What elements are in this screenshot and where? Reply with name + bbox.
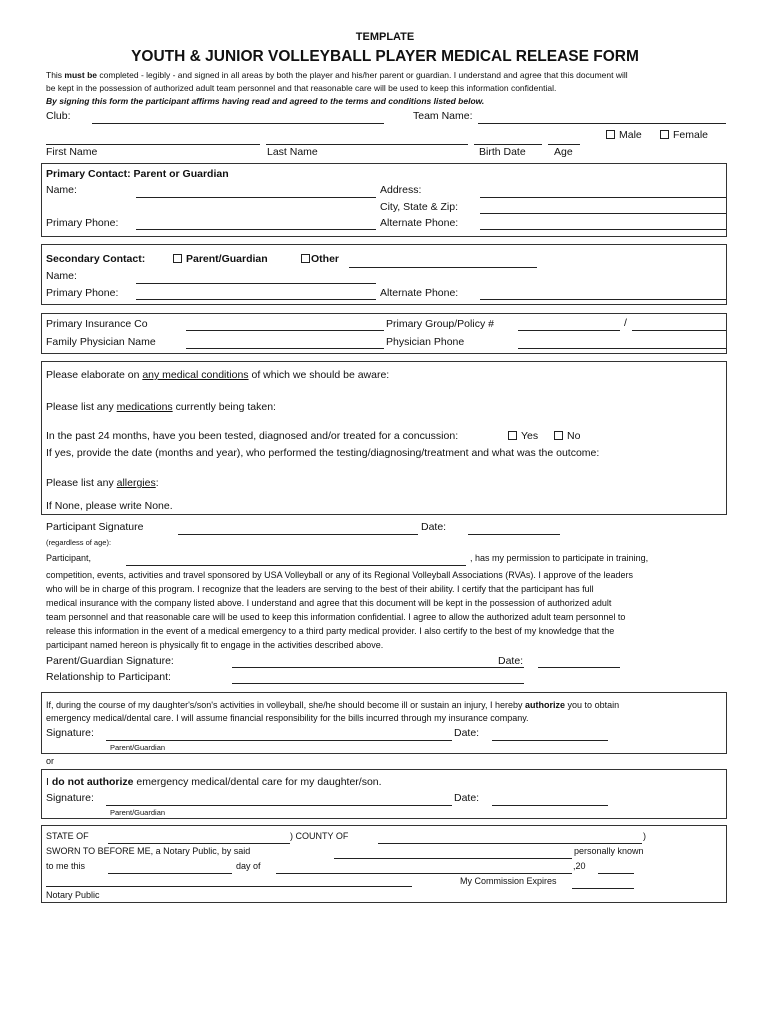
year-field[interactable] [598, 873, 634, 874]
no-checkbox[interactable] [554, 431, 563, 440]
notary-signature-field[interactable] [46, 886, 412, 887]
physician-phone-field[interactable] [518, 348, 726, 349]
primary-alt-phone-label: Alternate Phone: [380, 217, 459, 229]
policy-slash: / [624, 317, 627, 329]
form-title: YOUTH & JUNIOR VOLLEYBALL PLAYER MEDICAL RELEASE FORM [131, 48, 639, 65]
notary-public-label: Notary Public [46, 890, 100, 900]
authorize-line-2: emergency medical/dental care. I will assume financial responsibility for the bills incurred through my insurance company. [46, 713, 529, 723]
primary-address-field[interactable] [480, 197, 726, 198]
secondary-other-option[interactable]: Other [301, 253, 339, 265]
medications-prompt: Please list any medications currently being taken: [46, 401, 276, 413]
allergies-prompt: Please list any allergies: [46, 477, 159, 489]
group-field[interactable] [518, 330, 620, 331]
concussion-no-option[interactable]: No [554, 430, 580, 442]
participant-date-field[interactable] [468, 534, 560, 535]
to-me-this-label: to me this [46, 861, 86, 871]
primary-name-label: Name: [46, 184, 77, 196]
secondary-name-field[interactable] [136, 283, 376, 284]
concussion-yes-option[interactable]: Yes [508, 430, 538, 442]
participant-name-field[interactable] [126, 565, 466, 566]
consent-paragraph: competition, events, activities and travel sponsored by USA Volleyball or any of its Regional Volleyball Associations (RVAs). I approve of the leaders who will be in charge of this program. I recognize that the leaders are serving to the best of their ability. I certify that the participant has full medical insurance with the company listed above. I understand and agree that this document will be kept in the possession of authorized adult team personnel and that reasonable care will be used to keep this information confidential. I agree to allow the authorized adult team personnel to release this information in the event of a medical emergency to a third party medical provider. I also certify to the best of my knowledge that the participant named hereon is physically fit to engage in the activities described above. [46, 570, 633, 650]
policy-field[interactable] [632, 330, 726, 331]
primary-contact-heading: Primary Contact: Parent or Guardian [46, 168, 229, 180]
regardless-note: (regardless of age): [46, 538, 112, 547]
club-label: Club: [46, 110, 71, 122]
year-label: ,20 [573, 861, 586, 871]
day-field[interactable] [108, 873, 232, 874]
secondary-phone-field[interactable] [136, 299, 376, 300]
other-field[interactable] [349, 267, 537, 268]
male-checkbox[interactable] [606, 130, 615, 139]
not-authorize-parent-guardian-caption: Parent/Guardian [110, 808, 166, 817]
authorize-line-1: If, during the course of my daughter's/son's activities in volleyball, she/he should become ill or sustain an injury, I hereby authorize you to obtain [46, 700, 620, 710]
physician-phone-label: Physician Phone [386, 336, 465, 348]
state-field[interactable] [108, 843, 290, 844]
secondary-alt-phone-label: Alternate Phone: [380, 287, 459, 299]
physician-field[interactable] [186, 348, 384, 349]
concussion-followup: If yes, provide the date (months and year), who performed the testing/diagnosing/treatment and what was the outcome: [46, 447, 600, 459]
insurance-company-label: Primary Insurance Co [46, 318, 148, 330]
intro-line-1: This must be completed - legibly - and signed in all areas by both the player and his/her parent or guardian. I understand and agree that this document will [46, 70, 628, 80]
participant-signature-field[interactable] [178, 534, 418, 535]
not-authorize-statement: I do not authorize emergency medical/dental care for my daughter/son. [46, 776, 382, 788]
age-field[interactable] [548, 144, 580, 145]
female-checkbox[interactable] [660, 130, 669, 139]
guardian-date-label: Date: [498, 655, 524, 667]
secondary-phone-label: Primary Phone: [46, 287, 119, 299]
team-name-label: Team Name: [413, 110, 473, 122]
female-option[interactable]: Female [660, 129, 708, 141]
primary-name-field[interactable] [136, 197, 376, 198]
not-authorize-date-field[interactable] [492, 805, 608, 806]
permission-text: , has my permission to participate in training, [470, 553, 649, 563]
concussion-question: In the past 24 months, have you been tested, diagnosed and/or treated for a concussion: [46, 430, 459, 442]
club-field[interactable] [92, 123, 384, 124]
primary-city-label: City, State & Zip: [380, 201, 458, 213]
guardian-signature-label: Parent/Guardian Signature: [46, 655, 174, 667]
secondary-alt-phone-field[interactable] [480, 299, 726, 300]
physician-label: Family Physician Name [46, 336, 156, 348]
authorize-signature-field[interactable] [106, 740, 452, 741]
secondary-name-label: Name: [46, 270, 77, 282]
state-of-label: STATE OF [46, 831, 89, 841]
yes-checkbox[interactable] [508, 431, 517, 440]
last-name-label: Last Name [267, 146, 318, 158]
month-field[interactable] [276, 873, 572, 874]
authorize-date-label: Date: [454, 727, 480, 739]
commission-expires-label: My Commission Expires [460, 876, 557, 886]
birth-date-label: Birth Date [479, 146, 526, 158]
personally-known-text: personally known [574, 846, 644, 856]
guardian-signature-field[interactable] [232, 667, 524, 668]
or-divider: or [46, 756, 55, 766]
first-name-field[interactable] [46, 144, 260, 145]
sworn-name-field[interactable] [334, 858, 572, 859]
guardian-date-field[interactable] [538, 667, 620, 668]
medical-conditions-prompt: Please elaborate on any medical conditions of which we should be aware: [46, 369, 390, 381]
participant-date-label: Date: [421, 521, 447, 533]
primary-phone-field[interactable] [136, 229, 376, 230]
team-name-field[interactable] [478, 123, 726, 124]
authorize-parent-guardian-caption: Parent/Guardian [110, 743, 166, 752]
template-label: TEMPLATE [355, 31, 415, 43]
last-name-field[interactable] [266, 144, 468, 145]
authorize-date-field[interactable] [492, 740, 608, 741]
primary-alt-phone-field[interactable] [480, 229, 726, 230]
age-label: Age [554, 146, 573, 158]
primary-city-field[interactable] [480, 213, 726, 214]
not-authorize-signature-label: Signature: [46, 792, 94, 804]
parent-guardian-checkbox[interactable] [173, 254, 182, 263]
intro-line-2: be kept in the possession of authorized adult team personnel and that reasonable care will be used to keep this information confidential. [46, 83, 557, 93]
secondary-contact-heading: Secondary Contact: [46, 253, 146, 265]
county-field[interactable] [378, 843, 642, 844]
insurance-company-field[interactable] [186, 330, 384, 331]
participant-permission-label: Participant, [46, 553, 92, 563]
primary-phone-label: Primary Phone: [46, 217, 119, 229]
birth-date-field[interactable] [474, 144, 542, 145]
secondary-parent-option[interactable]: Parent/Guardian [173, 253, 268, 265]
relationship-label: Relationship to Participant: [46, 671, 171, 683]
none-note: If None, please write None. [46, 500, 173, 512]
commission-expires-field[interactable] [572, 888, 634, 889]
participant-signature-label: Participant Signature [46, 521, 144, 533]
policy-label: Primary Group/Policy # [386, 318, 494, 330]
county-of-label: ) COUNTY OF [290, 831, 349, 841]
first-name-label: First Name [46, 146, 98, 158]
sworn-text: SWORN TO BEFORE ME, a Notary Public, by said [46, 846, 251, 856]
intro-affirmation: By signing this form the participant affirms having read and agreed to the terms and conditions listed below. [46, 96, 485, 106]
notary-box [41, 825, 727, 903]
county-close-paren: ) [643, 831, 646, 841]
not-authorize-signature-field[interactable] [106, 805, 452, 806]
other-checkbox[interactable] [301, 254, 310, 263]
relationship-field[interactable] [232, 683, 524, 684]
day-of-label: day of [236, 861, 261, 871]
primary-address-label: Address: [380, 184, 422, 196]
male-option[interactable]: Male [606, 129, 642, 141]
authorize-signature-label: Signature: [46, 727, 94, 739]
not-authorize-date-label: Date: [454, 792, 480, 804]
